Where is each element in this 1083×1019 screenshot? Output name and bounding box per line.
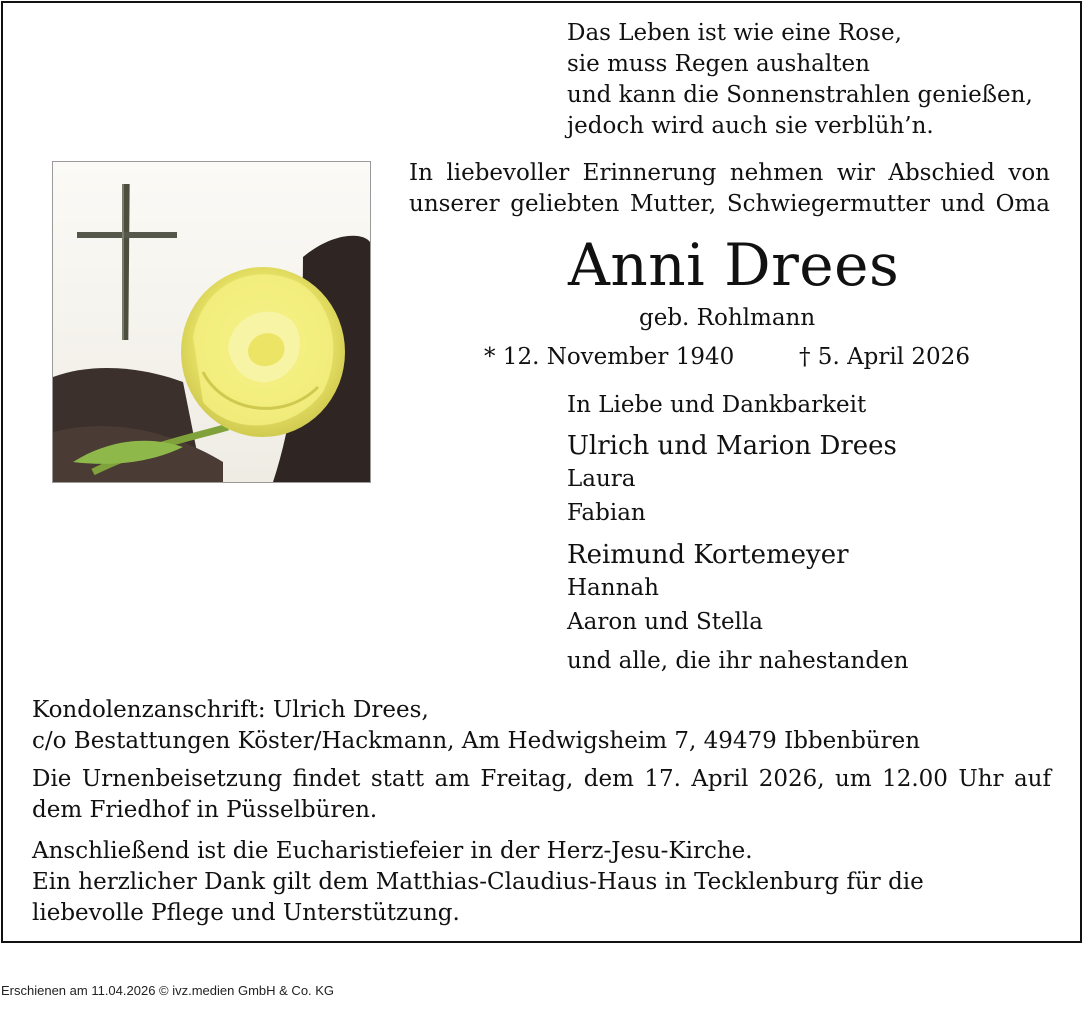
thanks-line: Ein herzlicher Dank gilt dem Matthias-Claudius-Haus in Tecklenburg für die — [32, 869, 924, 895]
family-greeting: In Liebe und Dankbarkeit — [567, 392, 867, 418]
thanks-line: liebevolle Pflege und Unterstützung. — [32, 900, 460, 926]
family-group-head: Reimund Kortemeyer — [567, 540, 849, 570]
death-date: † 5. April 2026 — [799, 344, 970, 370]
burial-line: dem Friedhof in Püsselbüren. — [32, 797, 378, 823]
condolence-address — [32, 695, 920, 757]
poem — [567, 18, 1033, 142]
rose-illustration — [53, 162, 370, 482]
family-member: Aaron und Stella — [567, 609, 763, 635]
poem-line: und kann die Sonnenstrahlen genießen, — [567, 82, 1033, 108]
poem-line: Das Leben ist wie eine Rose, — [567, 20, 902, 46]
intro-text — [409, 158, 1050, 220]
family-closing: und alle, die ihr nahestanden — [567, 648, 909, 674]
intro-line: In liebevoller Erinnerung nehmen wir Abschied von — [409, 160, 1050, 186]
family-member: Fabian — [567, 500, 646, 526]
poem-line: jedoch wird auch sie verblüh’n. — [567, 113, 934, 139]
cross-and-rose-image — [52, 161, 371, 483]
intro-line: unserer geliebten Mutter, Schwiegermutter und Oma — [409, 191, 1050, 217]
birth-date: * 12. November 1940 — [484, 344, 735, 370]
family-group-head: Ulrich und Marion Drees — [567, 431, 897, 461]
publication-footer: Erschienen am 11.04.2026 © ivz.medien GmbH & Co. KG — [1, 983, 335, 998]
poem-line: sie muss Regen aushalten — [567, 51, 870, 77]
burial-info — [32, 764, 1051, 826]
birth-name: geb. Rohlmann — [639, 305, 816, 331]
condolence-line: c/o Bestattungen Köster/Hackmann, Am Hedwigsheim 7, 49479 Ibbenbüren — [32, 728, 921, 754]
thanks-text — [32, 836, 924, 929]
thanks-line: Anschließend ist die Eucharistiefeier in der Herz-Jesu-Kirche. — [32, 838, 753, 864]
burial-line: Die Urnenbeisetzung findet statt am Freitag, dem 17. April 2026, um 12.00 Uhr auf — [32, 766, 1051, 792]
family-member: Hannah — [567, 575, 659, 601]
deceased-name: Anni Drees — [568, 231, 900, 299]
family-member: Laura — [567, 466, 636, 492]
condolence-line: Kondolenzanschrift: Ulrich Drees, — [32, 697, 429, 723]
